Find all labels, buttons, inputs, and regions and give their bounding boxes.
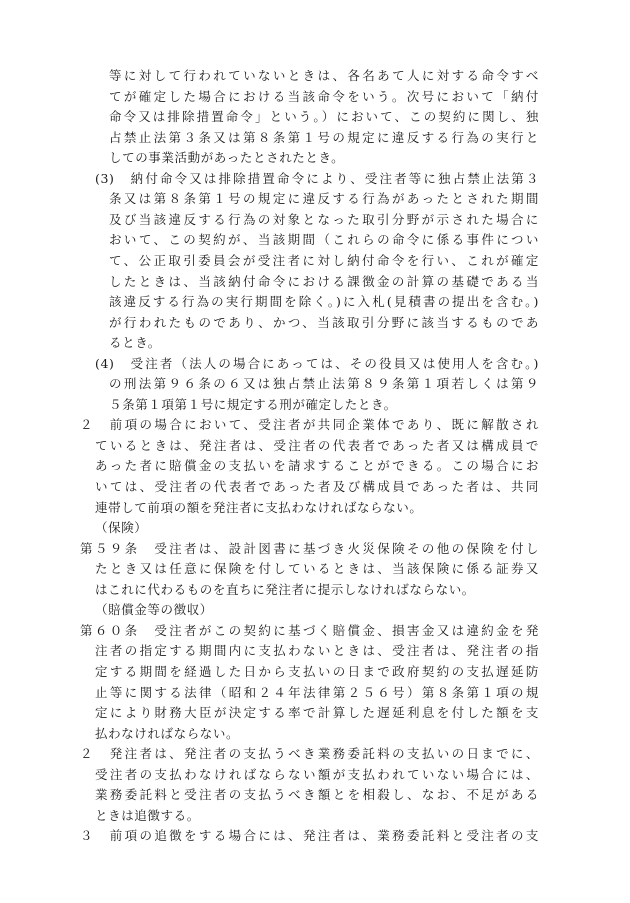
text-line: 注者の指定する期間内に支払わないときは、受注者は、発注者の指 bbox=[95, 643, 539, 659]
text-line: しての事業活動があったとされたとき。 bbox=[109, 150, 345, 166]
text-line: 及び当該違反する行為の対象となった取引分野が示された場合に bbox=[109, 211, 539, 227]
text-line: 業務委託料と受注者の支払うべき額とを相殺し、なお、不足がある bbox=[95, 787, 539, 803]
text-line: 命令又は排除措置命令」という。）において、この契約に関し、独 bbox=[109, 109, 539, 125]
text-line: 条又は第８条第１号の規定に違反する行為があったとされた期間 bbox=[109, 191, 539, 207]
text-line: ２ 発注者は、発注者の支払うべき業務委託料の支払いの日までに、 bbox=[80, 746, 539, 762]
text-line: ５条第１項第１号に規定する刑が確定したとき。 bbox=[109, 396, 397, 412]
text-line: 定する期間を経過した日から支払いの日まで政府契約の支払遅延防 bbox=[95, 663, 539, 679]
text-line: ３ 前項の追徴をする場合には、発注者は、業務委託料と受注者の支 bbox=[80, 828, 539, 844]
text-line: (4) 受注者（法人の場合にあっては、その役員又は使用人を含む。) bbox=[95, 355, 539, 371]
text-line: が行われたものであり、かつ、当該取引分野に該当するものであ bbox=[109, 314, 539, 330]
text-line: あった者に賠償金の支払いを請求することができる。この場合にお bbox=[95, 458, 539, 474]
text-line: ときは追徴する。 bbox=[95, 807, 200, 823]
text-line: 止等に関する法律（昭和２４年法律第２５６号）第８条第１項の規 bbox=[95, 684, 539, 700]
text-line: ているときは、発注者は、受注者の代表者であった者又は構成員で bbox=[95, 437, 539, 453]
text-line: て、公正取引委員会が受注者に対し納付命令を行い、これが確定 bbox=[109, 252, 539, 268]
text-line: てが確定した場合における当該命令をいう。次号において「納付 bbox=[109, 88, 539, 104]
text-line: したときは、当該納付命令における課徴金の計算の基礎である当 bbox=[109, 273, 539, 289]
text-line: 第５９条 受注者は、設計図書に基づき火災保険その他の保険を付し bbox=[80, 540, 539, 556]
text-line: るとき。 bbox=[109, 335, 161, 351]
text-line: 受注者の支払わなければならない額が支払われていない場合には、 bbox=[95, 766, 539, 782]
text-line: 等に対して行われていないときは、各名あて人に対する命令すべ bbox=[109, 68, 539, 83]
text-line: 該違反する行為の実行期間を除く。)に入札(見積書の提出を含む。) bbox=[109, 294, 539, 310]
text-line: 定により財務大臣が決定する率で計算した遅延利息を付した額を支 bbox=[95, 705, 539, 721]
text-line: たとき又は任意に保険を付しているときは、当該保険に係る証券又 bbox=[95, 561, 539, 577]
text-line: おいて、この契約が、当該期間（これらの命令に係る事件につい bbox=[109, 232, 539, 248]
text-line: の刑法第９６条の６又は独占禁止法第８９条第１項若しくは第９ bbox=[109, 376, 539, 392]
text-line: (3) 納付命令又は排除措置命令により、受注者等に独占禁止法第３ bbox=[95, 170, 539, 186]
text-line: 払わなければならない。 bbox=[95, 725, 240, 741]
section-heading: （賠償金等の徴収） bbox=[95, 602, 213, 618]
text-line: 連帯して前項の額を発注者に支払わなければならない。 bbox=[95, 499, 423, 515]
text-line: 第６０条 受注者がこの契約に基づく賠償金、損害金又は違約金を発 bbox=[80, 622, 539, 638]
text-line: 占禁止法第３条又は第８条第１号の規定に違反する行為の実行と bbox=[109, 129, 539, 145]
section-heading: （保険） bbox=[95, 520, 148, 536]
text-line: はこれに代わるものを直ちに発注者に提示しなければならない。 bbox=[95, 581, 475, 597]
text-line: ２ 前項の場合において、受注者が共同企業体であり、既に解散され bbox=[80, 417, 539, 433]
text-line: いては、受注者の代表者であった者及び構成員であった者は、共同 bbox=[95, 479, 539, 494]
